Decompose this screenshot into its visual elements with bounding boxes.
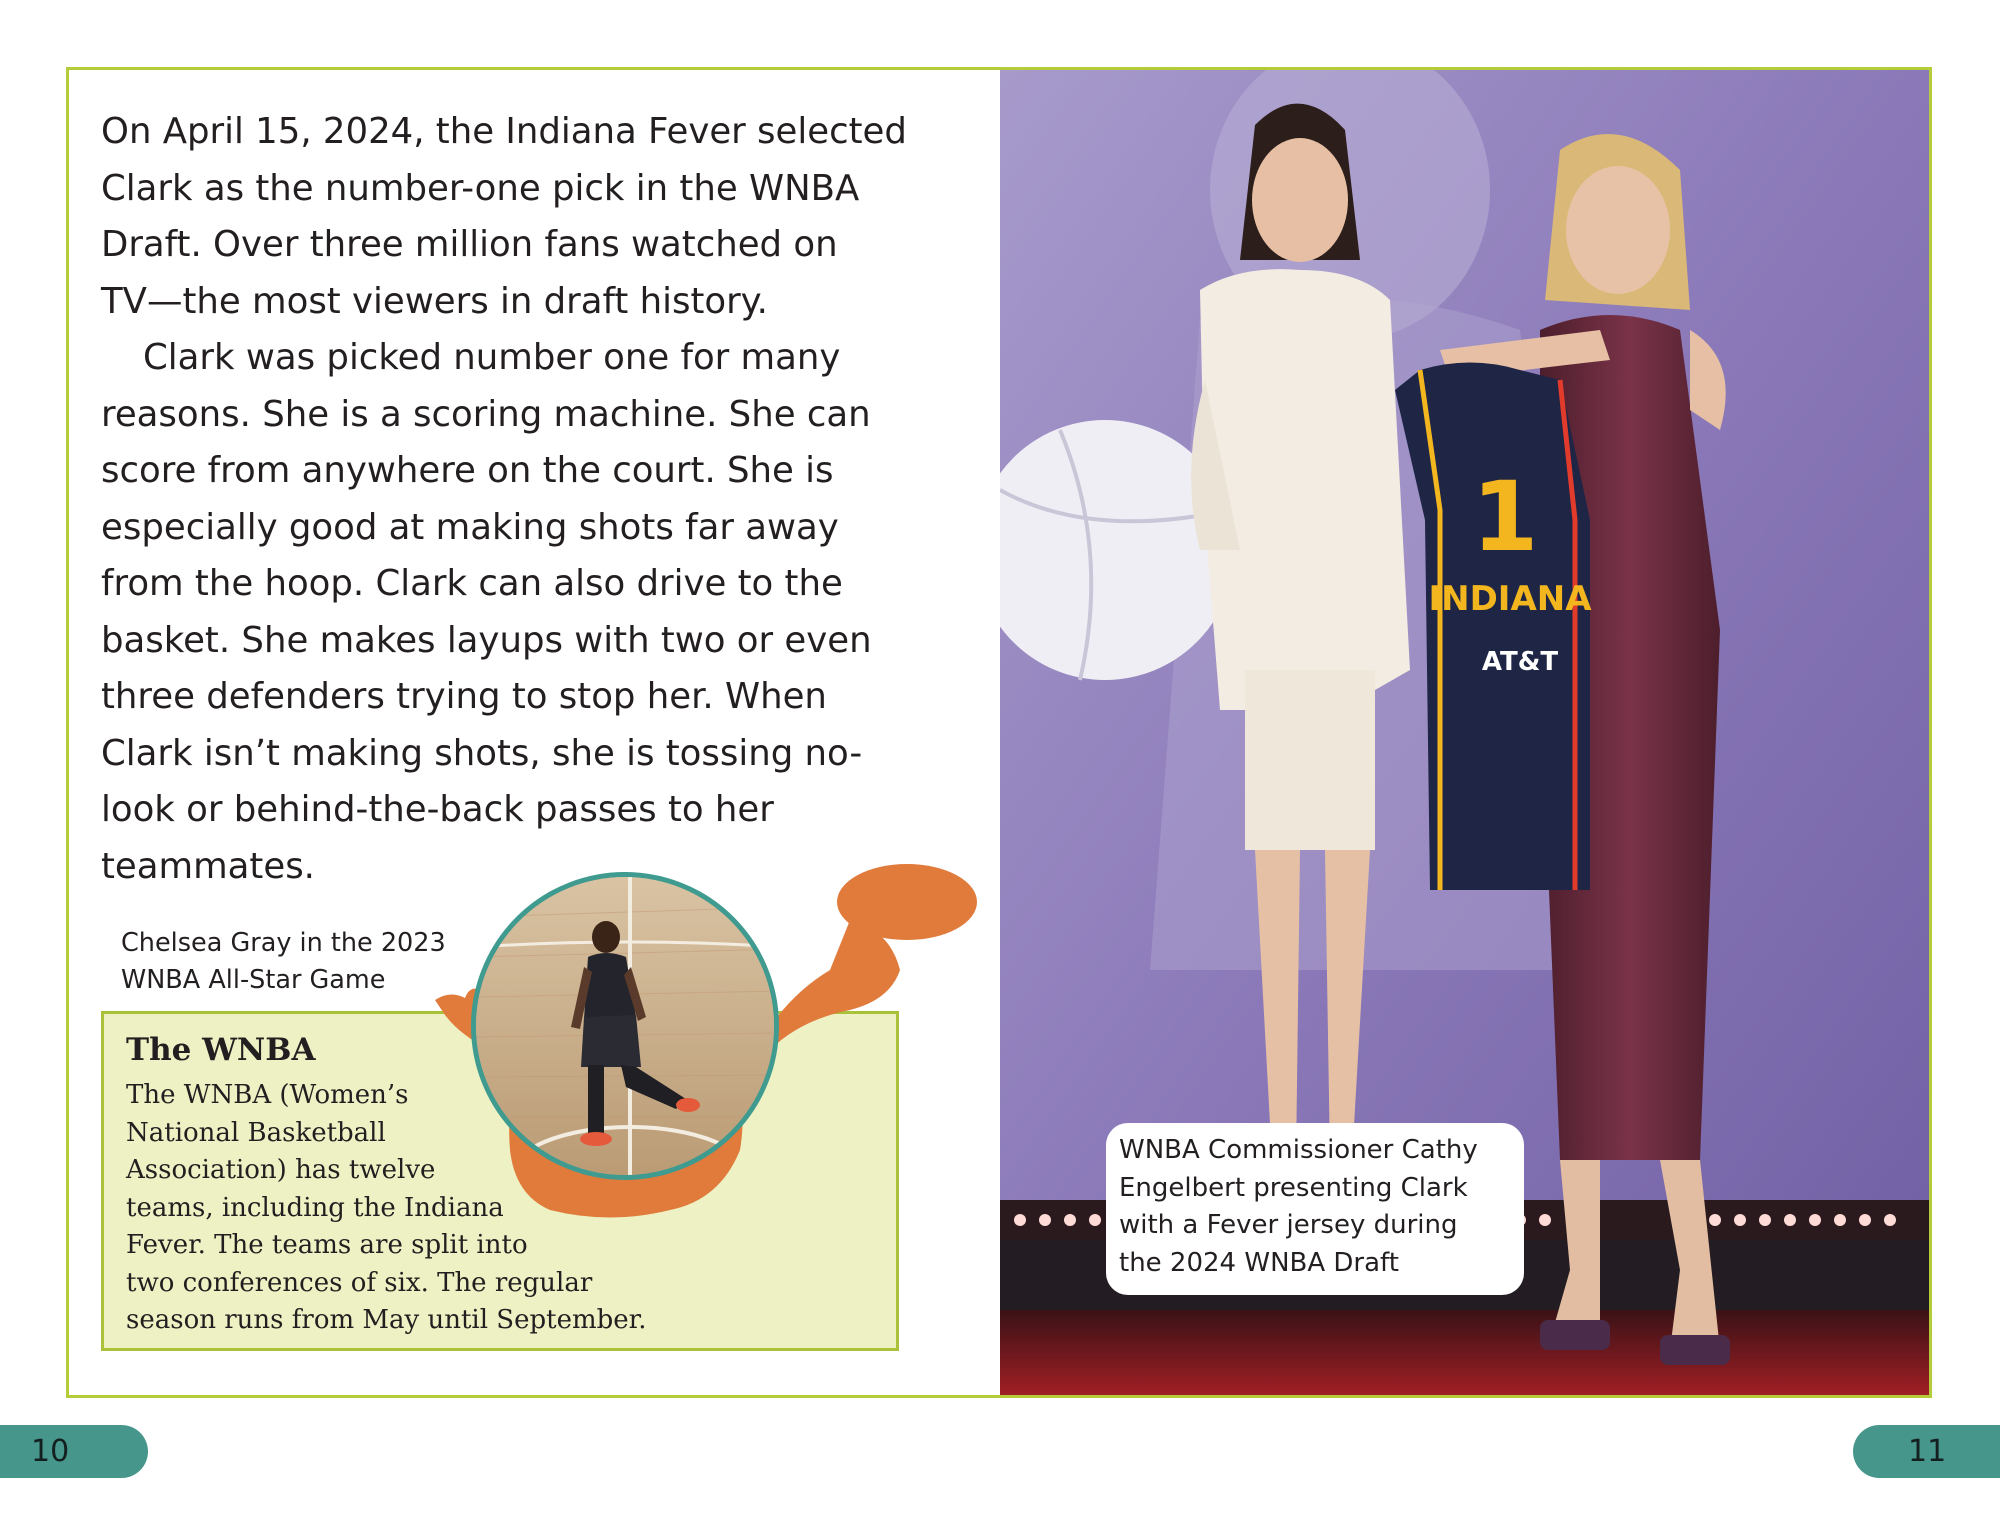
caption-line: Engelbert presenting Clark [1119,1172,1468,1203]
sidebar-line: two conferences of six. The regular [126,1267,593,1298]
text-line: Clark as the number-one pick in the WNBA [101,167,860,209]
jersey-sponsor: AT&T [1481,647,1559,677]
court-photo-graphic [476,877,779,1180]
sidebar-line: Fever. The teams are split into [126,1230,528,1260]
text-line: teammates. [101,845,315,887]
sidebar-line: teams, including the Indiana [126,1192,504,1223]
text-line: TV—the most viewers in draft history. [101,280,768,322]
jersey-team: INDIANA [1428,579,1592,619]
sidebar-line: Association) has twelve [126,1155,436,1185]
inset-photo-player [471,872,779,1180]
text-line: look or behind-the-back passes to her [101,789,774,830]
text-line: On April 15, 2024, the Indiana Fever selected [101,111,907,152]
sidebar-line: The WNBA (Women’s [126,1080,409,1110]
text-line: from the hoop. Clark can also drive to the [101,563,843,604]
text-line: basket. She makes layups with two or even [101,619,872,661]
text-line: Draft. Over three million fans watched on [101,224,838,265]
caption-line: WNBA All-Star Game [121,965,386,995]
text-line: especially good at making shots far away [101,506,839,548]
jersey-number: 1 [1471,461,1539,573]
text-line: reasons. She is a scoring machine. She can [101,393,871,435]
caption-line: the 2024 WNBA Draft [1119,1247,1399,1278]
page-number-right: 11 [1853,1425,2000,1478]
text-line: Clark isn’t making shots, she is tossing no- [101,732,863,774]
text-line: Clark was picked number one for many [143,337,841,378]
body-text [101,104,921,895]
sidebar-title: The WNBA [126,1032,316,1068]
sidebar-line: National Basketball [126,1117,386,1148]
paragraph-1 [101,104,921,330]
caption-line: WNBA Commissioner Cathy [1119,1135,1478,1165]
caption-line: Chelsea Gray in the 2023 [121,928,446,958]
main-photo-caption [1106,1123,1524,1295]
page-number-left: 10 [0,1425,148,1478]
text-line: three defenders trying to stop her. When [101,676,827,717]
sidebar-line: season runs from May until September. [126,1305,647,1335]
caption-line: with a Fever jersey during [1119,1210,1458,1240]
text-line: score from anywhere on the court. She is [101,450,834,491]
paragraph-2 [101,330,921,895]
